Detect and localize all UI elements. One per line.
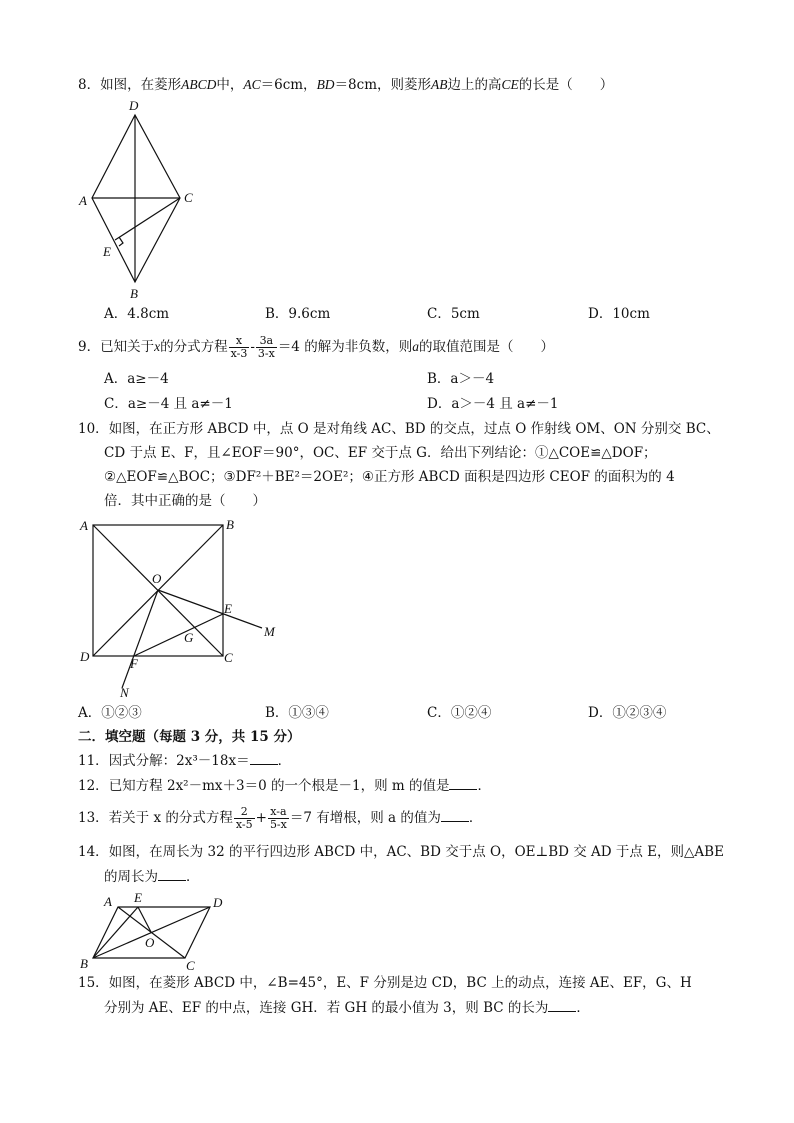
q8-var: BD: [316, 77, 335, 92]
q15-answer-blank[interactable]: [548, 999, 576, 1012]
q14-text: 如图，在周长为 32 的平行四边形 ABCD 中，AC、BD 交于点 O，OE⊥BD 交 AD 于点 E，则△ABE: [108, 844, 724, 860]
q9-minus: -: [250, 339, 255, 355]
label-a: A: [80, 518, 88, 533]
q14-number: 14．: [78, 844, 109, 860]
label-e: E: [224, 601, 232, 616]
q9-option-c[interactable]: C．a≥－4 且 a≠－1: [104, 396, 233, 412]
label-o: O: [152, 571, 162, 586]
q13-number: 13．: [78, 810, 109, 826]
label-e: E: [103, 244, 111, 259]
q10-option-c[interactable]: C．①②④: [427, 705, 492, 721]
label-c: C: [224, 650, 233, 665]
q14-text: 的周长为: [104, 869, 158, 885]
q8-number: 8．: [78, 77, 101, 93]
q9-option-b[interactable]: B．a＞－4: [427, 371, 495, 387]
q15-line-1: [78, 974, 692, 992]
q10-line-3: ②△EOF≌△BOC；③DF²＋BE²＝2OE²；④正方形 ABCD 面积是四边形 CEOF 的面积为的 4: [104, 469, 675, 485]
q15-text: 如图，在菱形 ABCD 中，∠B=45°，E、F 分别是边 CD，BC 上的动点，连接 AE、EF，G、H: [108, 975, 692, 991]
q8-var: AC: [243, 77, 261, 92]
q9-number: 9．: [78, 339, 101, 355]
q9-var: x: [154, 339, 161, 354]
label-m: M: [264, 624, 275, 639]
q9-fraction-1: $\frac{x}{x-3}$: [230, 334, 248, 360]
q14-text: ．: [186, 869, 200, 885]
q13-plus: +: [255, 810, 267, 826]
label-g: G: [184, 630, 194, 645]
label-c: C: [184, 190, 193, 205]
q15-text: ．: [576, 1000, 590, 1016]
q8-option-c[interactable]: C．5cm: [427, 306, 480, 322]
q12-text: 已知方程 2x²－mx＋3＝0 的一个根是－1，则 m 的值是: [108, 778, 450, 794]
label-d: D: [129, 98, 139, 113]
segment-oe: [138, 907, 151, 932]
q9-text: ＝4 的解为非负数，则: [277, 339, 413, 355]
label-a: A: [104, 894, 112, 909]
q11-text: ．: [277, 753, 292, 769]
q9-text: 的取值范围是（ ）: [418, 339, 554, 355]
label-n: N: [120, 685, 129, 700]
q15-number: 15．: [78, 975, 109, 991]
q12-text: ．: [477, 778, 491, 794]
q8-text: 如图，在菱形: [100, 77, 182, 93]
q10-text: 如图，在正方形 ABCD 中，点 O 是对角线 AC、BD 的交点，过点 O 作射线 OM、ON 分别交 BC、: [108, 421, 720, 437]
q9-option-a[interactable]: A．a≥－4: [104, 371, 169, 387]
q11-number: 11．: [78, 753, 109, 769]
q15-line-2: [104, 999, 590, 1017]
q8-text: 边上的高: [447, 77, 502, 93]
q13-text: ＝7 有增根，则 a 的值为: [289, 810, 441, 826]
q10-number: 10．: [78, 421, 109, 437]
label-o: O: [145, 935, 155, 950]
q8-text: ＝6cm，: [260, 77, 317, 93]
q10-option-b[interactable]: B．①③④: [265, 705, 329, 721]
label-d: D: [213, 895, 223, 910]
label-f: F: [130, 656, 138, 671]
q9-var: a: [412, 339, 419, 354]
label-b: B: [130, 286, 138, 301]
section-heading: 二．填空题（每题 3 分，共 15 分）: [78, 729, 301, 745]
q9-text: 的分式方程: [160, 339, 228, 355]
q12-number: 12．: [78, 778, 109, 794]
q11-text: 因式分解：2x³－18x＝: [108, 753, 250, 769]
label-d: D: [80, 649, 90, 664]
q8-var: AB: [431, 77, 448, 92]
q13-fraction-1: $\frac{2}{x-5}$: [235, 805, 253, 831]
q15-text: 分别为 AE、EF 的中点，连接 GH．若 GH 的最小值为 3，则 BC 的长为: [104, 1000, 549, 1016]
q9-text: 已知关于: [100, 339, 155, 355]
q8-text: 的长是（ ）: [518, 77, 614, 93]
q10-option-d[interactable]: D．①②③④: [588, 705, 667, 721]
label-e: E: [134, 890, 142, 905]
q10-line-2: CD 于点 E、F，且∠EOF＝90°，OC、EF 交于点 G．给出下列结论：①△COE≌△DOF；: [104, 445, 657, 461]
q8-text: ＝8cm，则菱形: [334, 77, 432, 93]
q8-var: CE: [501, 77, 519, 92]
q8-var: ABCD: [181, 77, 217, 92]
q10-line-4: 倍．其中正确的是（ ）: [104, 493, 266, 509]
diagonal-bd: [93, 907, 210, 958]
label-b: B: [80, 956, 88, 971]
label-a: A: [79, 193, 87, 208]
q10-option-a[interactable]: A．①②③: [78, 705, 142, 721]
q8-option-a[interactable]: A．4.8cm: [104, 306, 170, 322]
q9-option-d[interactable]: D．a＞－4 且 a≠－1: [427, 396, 559, 412]
q8-text: 中，: [216, 77, 244, 93]
q8-option-d[interactable]: D．10cm: [588, 306, 650, 322]
q13-text: ．: [468, 810, 483, 826]
segment-be: [93, 907, 138, 958]
q13-text: 若关于 x 的分式方程: [108, 810, 233, 826]
q8-option-b[interactable]: B．9.6cm: [265, 306, 331, 322]
q13-fraction-2: $\frac{x-a}{5-x}$: [269, 805, 287, 831]
label-c: C: [186, 958, 195, 973]
q9-fraction-2: $\frac{3a}{3-x}$: [257, 334, 275, 360]
label-b: B: [226, 517, 234, 532]
